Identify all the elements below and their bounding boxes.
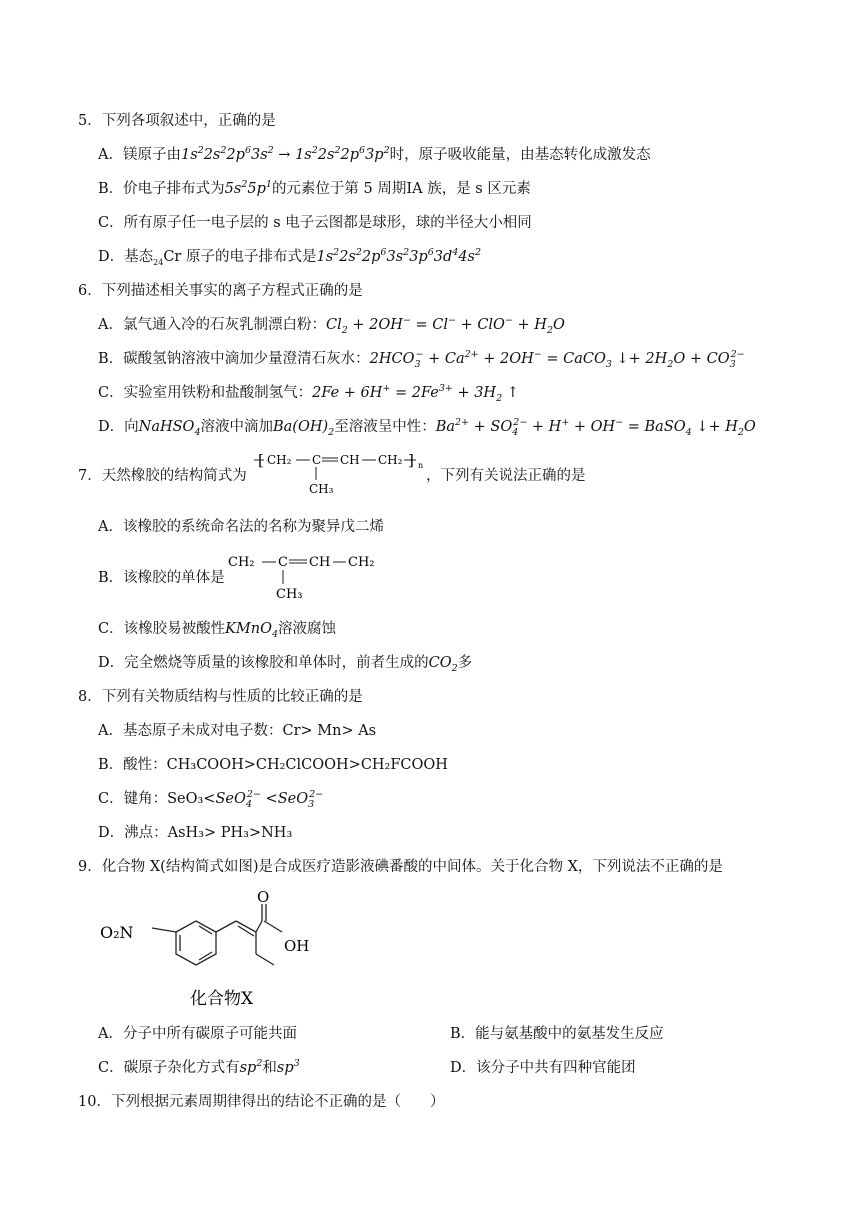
q5-option-c: C．所有原子任一电子层的 s 电子云图都是球形，球的半径大小相同 (98, 215, 532, 231)
q7-option-d: D．完全燃烧等质量的该橡胶和单体时，前者生成的$CO_2$多 (98, 655, 473, 674)
q7-polymer-structure (252, 448, 428, 498)
polymer-ch: CH (340, 453, 360, 467)
q7-option-c: C．该橡胶易被酸性KMnO$_4$溶液腐蚀 (98, 621, 337, 640)
polymer-ch2-right: CH₂ (378, 453, 403, 467)
q9-option-d: D．该分子中共有四种官能团 (450, 1060, 636, 1076)
q7-stem-end: ，下列有关说法正确的是 (426, 468, 586, 484)
monomer-ch2-right: CH₂ (348, 555, 375, 570)
q7-option-b: B．该橡胶的单体是 (98, 570, 225, 586)
q9-option-b: B．能与氨基酸中的氨基发生反应 (450, 1026, 664, 1042)
q7-monomer-structure (228, 548, 388, 604)
q7-option-a: A．该橡胶的系统命名法的名称为聚异戊二烯 (98, 519, 384, 535)
monomer-ch2-left: CH₂ (228, 555, 255, 570)
q8-option-a: A．基态原子未成对电子数：Cr> Mn> As (98, 723, 377, 739)
nitro-group-label: O₂N (100, 923, 134, 942)
polymer-n: n (418, 461, 424, 470)
q5-option-d: D．基态$_{24}$Cr 原子的电子排布式是$1s^22s^22p^63s^23p^63d^44s^2$ (98, 247, 482, 267)
q6-option-d: D．向NaHSO$_4$溶液中滴加$Ba(OH)_2$至溶液呈中性：$Ba^{2+} + SO_4^{2-} + H^+ + OH^-$ = BaSO$_4$ ↓+ $H_2O$ (98, 417, 756, 438)
q9-option-c: C．碳原子杂化方式有$sp^2$和$sp^3$ (98, 1058, 300, 1076)
q10-stem: 10．下列根据元素周期律得出的结论不正确的是（ ） (78, 1094, 445, 1110)
q5-stem: 5．下列各项叙述中，正确的是 (78, 113, 276, 129)
q6-stem: 6．下列描述相关事实的离子方程式正确的是 (78, 283, 363, 299)
polymer-ch2-left: CH₂ (267, 453, 292, 467)
monomer-c: C (278, 555, 288, 570)
q8-option-b: B．酸性：CH₃COOH>CH₂ClCOOH>CH₂FCOOH (98, 757, 448, 773)
polymer-ch3: CH₃ (309, 482, 334, 496)
polymer-c: C (312, 453, 322, 467)
q7-stem: 7．天然橡胶的结构简式为 (78, 468, 247, 484)
figure-caption: 化合物X (190, 989, 254, 1009)
q5-option-b: B．价电子排布式为$5s^25p^1$的元素位于第 5 周期ⅠA 族，是 s 区元素 (98, 179, 531, 197)
svg-text:]: ] (408, 451, 414, 469)
carbonyl-o-label: O (257, 888, 270, 906)
q9-option-a: A．分子中所有碳原子可能共面 (98, 1026, 297, 1042)
q8-stem: 8．下列有关物质结构与性质的比较正确的是 (78, 689, 363, 705)
q8-option-d: D．沸点：AsH₃> PH₃>NH₃ (98, 825, 293, 841)
q6-option-c: C．实验室用铁粉和盐酸制氢气：$2Fe + 6H^+ = 2Fe^{3+} + 3H_2$ ↑ (98, 383, 519, 404)
q8-option-c: C．键角：SeO₃<SeO$_4^{2-}$ <SeO$_3^{2-}$ (98, 789, 324, 810)
svg-text:[: [ (258, 451, 264, 469)
q6-option-a: A．氯气通入冷的石灰乳制漂白粉：$Cl_2 + 2OH^- = Cl^- + ClO^- + H_2O$ (98, 315, 565, 336)
q5-option-a: A．镁原子由$1s^22s^22p^63s^2 \to 1s^22s^22p^63p^2$时，原子吸收能量，由基态转化成激发态 (98, 145, 651, 163)
q9-compound-x-figure (96, 888, 336, 1012)
hydroxyl-label: OH (284, 937, 310, 955)
q6-option-b: B．碳酸氢钠溶液中滴加少量澄清石灰水：$2HCO_3^- + Ca^{2+} + 2OH^-$ = CaCO$_3$ ↓+ $2H_2O + CO_3^{2-}$ (98, 349, 745, 370)
monomer-ch3: CH₃ (276, 587, 303, 602)
q9-stem: 9．化合物 X(结构简式如图)是合成医疗造影液碘番酸的中间体。关于化合物 X，下列说法不正确的是 (78, 859, 723, 875)
monomer-ch: CH (309, 555, 331, 570)
